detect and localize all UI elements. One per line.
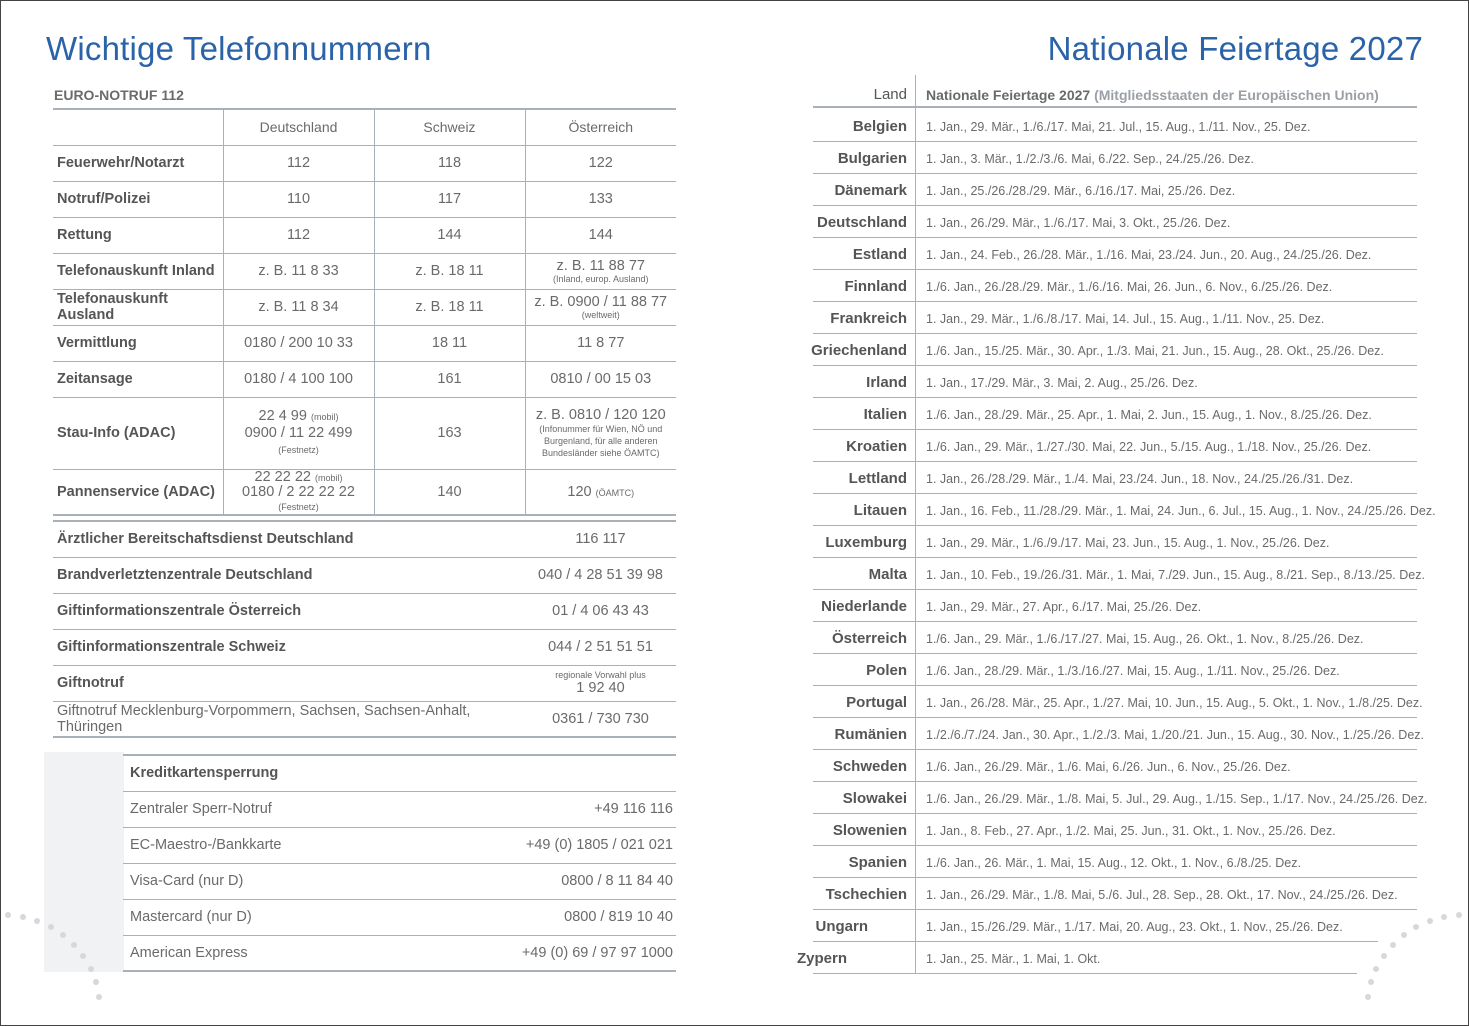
holiday-row (813, 270, 1417, 302)
decorative-dot (1381, 953, 1387, 959)
holiday-row (813, 878, 1417, 910)
number-cell: 144 (374, 217, 525, 253)
country-name: Ungarn (815, 918, 868, 935)
holiday-row (813, 718, 1424, 750)
number-line (228, 425, 370, 458)
holiday-dates: 1. Jan., 26./29. Mär., 1./8. Mai, 5./6. Jul., 28. Sep., 28. Okt., 17. Nov., 24./25./26. Dez. (926, 888, 1398, 902)
holiday-row (813, 302, 1417, 334)
row-label: Telefonauskunft Inland (53, 253, 223, 289)
holiday-dates: 1. Jan., 29. Mär., 27. Apr., 6./17. Mai, 25./26. Dez. (926, 600, 1202, 614)
table-row (53, 145, 676, 181)
holiday-dates: 1./2./6./7./24. Jan., 30. Apr., 1./2./3. Mai, 1./20./21. Jun., 15. Aug., 30. Nov., 1./25./26. Dez. (926, 728, 1424, 742)
number-note: regionale Vorwahl plus (555, 670, 646, 680)
number-value: 0900 / 11 22 499 (244, 425, 353, 441)
decorative-dot (48, 924, 54, 930)
country-name: Griechenland (811, 342, 907, 359)
country-name: Kroatien (846, 438, 907, 455)
holiday-row (813, 558, 1425, 590)
number-cell: 118 (374, 145, 525, 181)
euro-notruf-label: EURO-NOTRUF 112 (54, 87, 184, 103)
holiday-dates: 1./6. Jan., 29. Mär., 1./6./17./27. Mai, 15. Aug., 26. Okt., 1. Nov., 8./25./26. Dez. (926, 632, 1364, 646)
number-note: (Inland, europ. Ausland) (552, 274, 649, 284)
country-name: Spanien (848, 854, 907, 871)
row-label: Ärztlicher Bereitschaftsdienst Deutschland (53, 521, 525, 557)
holiday-row (813, 814, 1417, 846)
holiday-dates: 1. Jan., 26./28. Mär., 25. Apr., 1./27. Mai, 10. Jun., 15. Aug., 5. Okt., 1. Nov., 1./8./25. Dez. (926, 696, 1423, 710)
number-cell: 122 (525, 145, 676, 181)
holiday-dates: 1. Jan., 29. Mär., 1./6./9./17. Mai, 23. Jun., 15. Aug., 1. Nov., 25./26. Dez. (926, 536, 1330, 550)
table-row (53, 289, 676, 325)
number-value: 120 (567, 483, 592, 500)
decorative-dot (96, 994, 102, 1000)
country-name: Rumänien (834, 726, 907, 743)
number-cell: 18 11 (374, 325, 525, 361)
country-name: Italien (863, 406, 907, 423)
table-row (53, 557, 676, 593)
holiday-dates: 1./6. Jan., 26./29. Mär., 1./6. Mai, 6./26. Jun., 6. Nov., 25./26. Dez. (926, 760, 1291, 774)
row-label: Rettung (53, 217, 223, 253)
holiday-dates: 1./6. Jan., 26. Mär., 1. Mai, 15. Aug., 12. Okt., 1. Nov., 6./8./25. Dez. (926, 856, 1301, 870)
table-row (53, 593, 676, 629)
holiday-row (813, 430, 1417, 462)
country-name: Lettland (848, 470, 907, 487)
holiday-row (813, 622, 1417, 654)
table-header-row (53, 109, 676, 145)
table-row (53, 325, 676, 361)
number-cell: 110 (223, 181, 374, 217)
holiday-dates: 1. Jan., 25. Mär., 1. Mai, 1. Okt. (926, 952, 1101, 966)
country-name: Deutschland (816, 214, 907, 231)
decorative-dot (71, 942, 77, 948)
holiday-row (813, 110, 1417, 142)
country-name: Schweden (832, 758, 907, 775)
number-cell: 11 8 77 (525, 325, 676, 361)
number-value: 22 4 99 (258, 408, 307, 424)
number-line (228, 470, 370, 485)
number-note: (weltweit) (581, 310, 620, 320)
country-name: Österreich (831, 630, 907, 647)
table-row (53, 665, 676, 701)
page-title-left: Wichtige Telefonnummern (46, 30, 432, 67)
caption-main: Nationale Feiertage 2027 (926, 87, 1091, 103)
table-row (123, 863, 676, 899)
row-label: Zentraler Sperr-Notruf (123, 791, 453, 827)
holiday-dates: 1. Jan., 29. Mär., 1./6./8./17. Mai, 14. Jul., 15. Aug., 1./11. Nov., 25. Dez. (926, 312, 1325, 326)
country-name: Tschechien (825, 886, 907, 903)
row-label: Visa-Card (nur D) (123, 863, 453, 899)
holiday-row (813, 174, 1417, 206)
number-cell: 133 (525, 181, 676, 217)
country-name: Malta (868, 566, 907, 583)
row-label: EC-Maestro-/Bankkarte (123, 827, 453, 863)
holiday-dates: 1./6. Jan., 26./29. Mär., 1./8. Mai, 5. Jul., 29. Aug., 1./15. Sep., 1./17. Nov., 24./25./26. Dez. (926, 792, 1428, 806)
table-row (53, 217, 676, 253)
number-cell: 044 / 2 51 51 51 (525, 629, 676, 665)
holiday-dates: 1. Jan., 10. Feb., 19./26./31. Mär., 1. Mai, 7./29. Jun., 15. Aug., 8./21. Sep., 8./13./25. Dez. (926, 568, 1425, 582)
holiday-row (813, 366, 1417, 398)
number-cell: 112 (223, 217, 374, 253)
column-header: Österreich (525, 109, 676, 145)
holiday-row (813, 462, 1417, 494)
number-cell: 161 (374, 361, 525, 397)
number-cell: 163 (374, 397, 525, 469)
table-row (53, 521, 676, 557)
number-cell: 0361 / 730 730 (525, 701, 676, 737)
emergency-numbers-table (53, 108, 676, 516)
row-label: Telefonauskunft Ausland (53, 289, 223, 325)
holiday-dates: 1. Jan., 15./26./29. Mär., 1./17. Mai, 20. Aug., 23. Okt., 1. Nov., 25./26. Dez. (926, 920, 1343, 934)
number-cell: 0180 / 200 10 33 (223, 325, 374, 361)
holiday-row (813, 750, 1417, 782)
holiday-dates: 1. Jan., 25./26./28./29. Mär., 6./16./17. Mai, 25./26. Dez. (926, 184, 1236, 198)
decorative-shade (44, 752, 124, 972)
number-cell (223, 469, 374, 515)
number-cell: +49 (0) 69 / 97 97 1000 (453, 935, 676, 971)
holiday-row (813, 334, 1417, 366)
column-header: Schweiz (374, 109, 525, 145)
table-row (123, 899, 676, 935)
country-name: Niederlande (821, 598, 907, 615)
holiday-dates: 1. Jan., 16. Feb., 11./28./29. Mär., 1. Mai, 24. Jun., 6. Jul., 15. Aug., 1. Nov., 24./25./26. Dez. (926, 504, 1436, 518)
number-cell: z. B. 11 8 34 (223, 289, 374, 325)
number-value: z. B. 0900 / 11 88 77 (534, 294, 668, 310)
holiday-dates: 1. Jan., 29. Mär., 1./6./17. Mai, 21. Jul., 15. Aug., 1./11. Nov., 25. Dez. (926, 120, 1311, 134)
holiday-dates: 1./6. Jan., 28./29. Mär., 25. Apr., 1. Mai, 2. Jun., 15. Aug., 1. Nov., 8./25./26. Dez. (926, 408, 1372, 422)
table-row (53, 397, 676, 469)
holiday-dates: 1./6. Jan., 26./28./29. Mär., 1./6./16. Mai, 26. Jun., 6. Nov., 6./25./26. Dez. (926, 280, 1333, 294)
number-line (228, 485, 370, 514)
row-label: Vermittlung (53, 325, 223, 361)
holiday-row (813, 590, 1417, 622)
table-row (53, 701, 676, 737)
page-title-right: Nationale Feiertage 2027 (1047, 30, 1423, 67)
holiday-caption (926, 87, 1379, 103)
table-row (123, 791, 676, 827)
country-name: Estland (852, 246, 907, 263)
decorative-dot (1456, 912, 1462, 918)
decorative-dot (1427, 918, 1433, 924)
table-header-row (123, 755, 676, 791)
holiday-row (813, 238, 1417, 270)
holiday-dates: 1. Jan., 26./29. Mär., 1./6./17. Mai, 3. Okt., 25./26. Dez. (926, 216, 1231, 230)
country-name: Belgien (852, 118, 907, 135)
number-cell: 0180 / 4 100 100 (223, 361, 374, 397)
country-name: Finnland (844, 278, 907, 295)
number-value: 0180 / 2 22 22 22 (242, 483, 355, 500)
row-label: Stau-Info (ADAC) (53, 397, 223, 469)
holiday-dates: 1./6. Jan., 28./29. Mär., 1./3./16./27. Mai, 15. Aug., 1./11. Nov., 25./26. Dez. (926, 664, 1340, 678)
table-row (53, 361, 676, 397)
number-note: (Festnetz) (278, 501, 319, 512)
holiday-row (813, 782, 1428, 814)
table-row (53, 253, 676, 289)
number-line (228, 408, 370, 425)
country-name: Zypern (796, 950, 847, 967)
number-cell: z. B. 18 11 (374, 289, 525, 325)
number-cell: 0810 / 00 15 03 (525, 361, 676, 397)
credit-card-table (123, 754, 676, 972)
country-name: Slowakei (842, 790, 907, 807)
corner-cell (53, 109, 223, 145)
table-row (123, 827, 676, 863)
column-header: Deutschland (223, 109, 374, 145)
empty-cell (453, 755, 676, 791)
holiday-dates: 1./6. Jan., 29. Mär., 1./27./30. Mai, 22. Jun., 5./15. Aug., 1./18. Nov., 25./26. Dez. (926, 440, 1372, 454)
number-note: (Festnetz) (278, 445, 319, 455)
country-name: Litauen (853, 502, 907, 519)
decorative-dot (1441, 914, 1447, 920)
number-cell: 144 (525, 217, 676, 253)
decorative-dot (1390, 942, 1396, 948)
holiday-dates: 1./6. Jan., 15./25. Mär., 30. Apr., 1./3. Mai, 21. Jun., 15. Aug., 28. Okt., 25./26. Dez. (926, 344, 1384, 358)
number-cell: +49 116 116 (453, 791, 676, 827)
number-cell (525, 397, 676, 469)
row-label: Feuerwehr/Notarzt (53, 145, 223, 181)
number-cell: 112 (223, 145, 374, 181)
number-cell: 140 (374, 469, 525, 515)
row-label: Giftnotruf Mecklenburg-Vorpommern, Sachsen, Sachsen-Anhalt, Thüringen (53, 701, 525, 737)
decorative-dot (60, 932, 66, 938)
country-name: Frankreich (830, 310, 907, 327)
table-row (123, 935, 676, 971)
number-value: 22 22 22 (254, 468, 311, 485)
holiday-row (813, 398, 1417, 430)
caption-sub: (Mitgliedsstaaten der Europäischen Union) (1094, 87, 1379, 103)
country-name: Slowenien (832, 822, 907, 839)
number-cell: 116 117 (525, 521, 676, 557)
number-cell (525, 665, 676, 701)
row-label: Notruf/Polizei (53, 181, 223, 217)
holiday-row (796, 942, 1357, 974)
row-label: Mastercard (nur D) (123, 899, 453, 935)
country-name: Dänemark (834, 182, 907, 199)
table-row (53, 469, 676, 515)
row-label: Giftnotruf (53, 665, 525, 701)
holiday-table-header (813, 80, 1417, 108)
number-cell (525, 469, 676, 515)
number-cell: 01 / 4 06 43 43 (525, 593, 676, 629)
country-name: Portugal (846, 694, 907, 711)
row-label: American Express (123, 935, 453, 971)
number-cell: 040 / 4 28 51 39 98 (525, 557, 676, 593)
number-cell: 117 (374, 181, 525, 217)
country-name: Polen (866, 662, 907, 679)
row-label: Giftinformationszentrale Schweiz (53, 629, 525, 665)
country-name: Irland (866, 374, 907, 391)
number-value: z. B. 0810 / 120 120 (535, 407, 666, 423)
holiday-row (813, 846, 1417, 878)
country-name: Luxemburg (825, 534, 907, 551)
holiday-dates: 1. Jan., 26./28./29. Mär., 1./4. Mai, 23./24. Jun., 18. Nov., 24./25./26./31. Dez. (926, 472, 1354, 486)
number-cell: z. B. 18 11 (374, 253, 525, 289)
decorative-dot (34, 918, 40, 924)
table-heading: Kreditkartensperrung (130, 765, 279, 782)
number-value: 1 92 40 (576, 680, 625, 696)
row-label: Pannenservice (ADAC) (53, 469, 223, 515)
number-cell: 0800 / 8 11 84 40 (453, 863, 676, 899)
number-cell: 0800 / 819 10 40 (453, 899, 676, 935)
services-table (53, 520, 676, 738)
holiday-row (813, 526, 1417, 558)
number-note: (mobil) (310, 412, 339, 422)
land-header: Land (873, 86, 907, 103)
holiday-dates: 1. Jan., 17./29. Mär., 3. Mai, 2. Aug., 25./26. Dez. (926, 376, 1198, 390)
country-name: Bulgarien (837, 150, 907, 167)
row-label: Brandverletztenzentrale Deutschland (53, 557, 525, 593)
number-note: (ÖAMTC) (595, 487, 635, 498)
holiday-dates: 1. Jan., 8. Feb., 27. Apr., 1./2. Mai, 25. Jun., 31. Okt., 1. Nov., 25./26. Dez. (926, 824, 1336, 838)
number-note: (Infonummer für Wien, NÖ und Burgenland, für alle anderen Bundesländer siehe ÖAMTC) (539, 424, 663, 458)
decorative-dot (88, 966, 94, 972)
number-cell: +49 (0) 1805 / 021 021 (453, 827, 676, 863)
decorative-dot (20, 914, 26, 920)
number-value: z. B. 11 88 77 (556, 258, 645, 274)
table-row (53, 181, 676, 217)
holiday-row (813, 206, 1417, 238)
decorative-dot (1401, 932, 1407, 938)
number-note: (mobil) (314, 472, 343, 483)
row-label: Zeitansage (53, 361, 223, 397)
number-cell (525, 253, 676, 289)
holiday-row (813, 494, 1436, 526)
holiday-row (813, 654, 1417, 686)
number-cell (223, 397, 374, 469)
holiday-row (813, 686, 1423, 718)
holiday-dates: 1. Jan., 3. Mär., 1./2./3./6. Mai, 6./22. Sep., 24./25./26. Dez. (926, 152, 1254, 166)
number-cell: z. B. 11 8 33 (223, 253, 374, 289)
holiday-dates: 1. Jan., 24. Feb., 26./28. Mär., 1./16. Mai, 23./24. Jun., 20. Aug., 24./25./26. Dez. (926, 248, 1372, 262)
row-label: Giftinformationszentrale Österreich (53, 593, 525, 629)
holiday-row (813, 142, 1417, 174)
decorative-dot (1365, 994, 1371, 1000)
table-row (53, 629, 676, 665)
holiday-row (813, 910, 1378, 942)
number-cell (525, 289, 676, 325)
